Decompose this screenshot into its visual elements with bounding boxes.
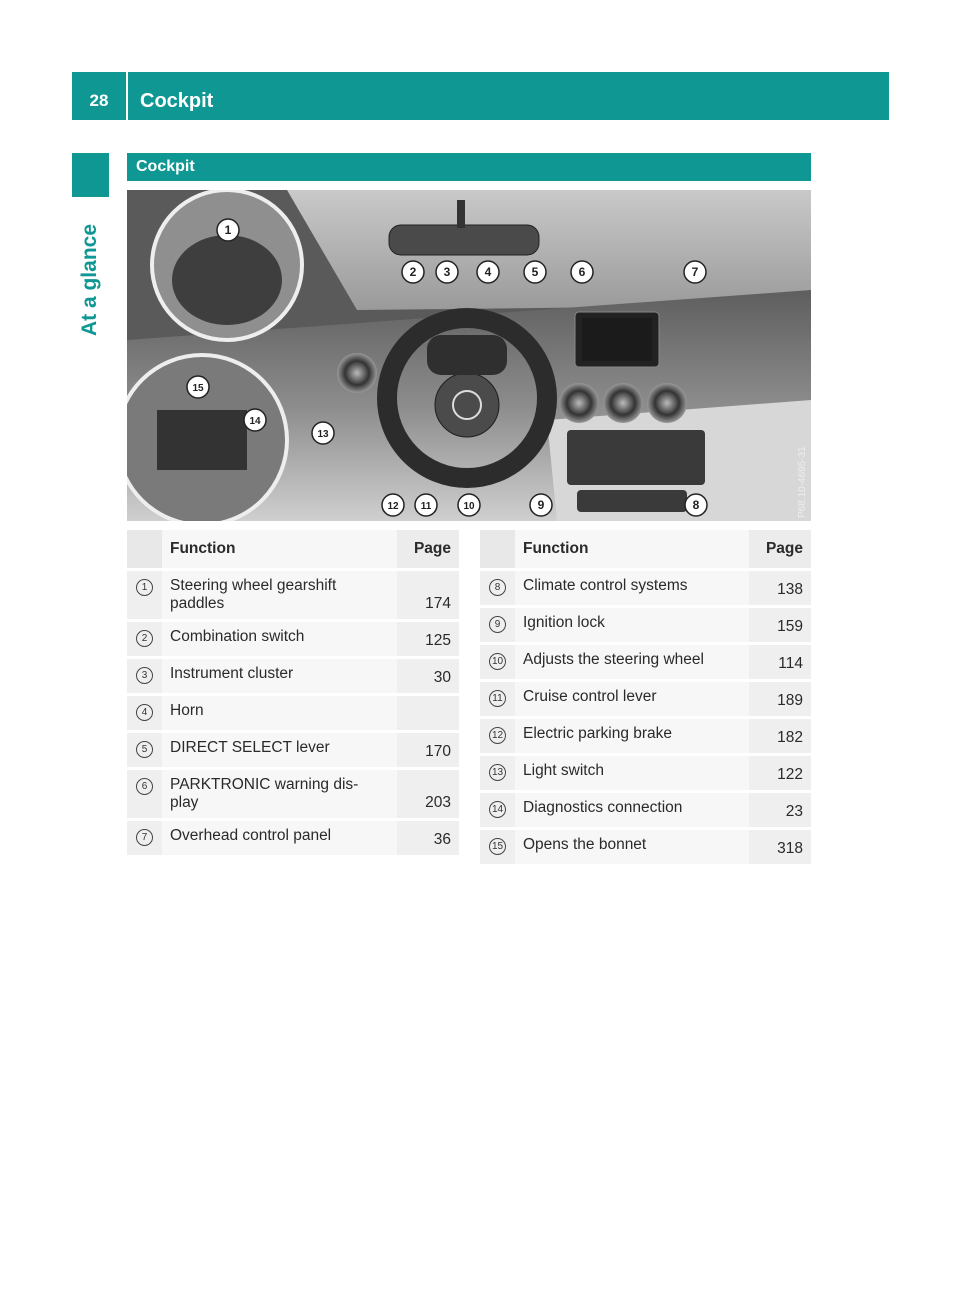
table-row [127, 820, 459, 856]
callout-number: 14 [489, 801, 506, 818]
svg-text:10: 10 [463, 501, 475, 512]
function-cell: Combination switch [162, 621, 397, 658]
table-row [127, 769, 459, 820]
table-row [480, 644, 811, 681]
header-divider [126, 72, 128, 120]
header-title: Cockpit [140, 90, 214, 112]
table-row [127, 695, 459, 732]
svg-text:2: 2 [409, 265, 417, 279]
function-cell: DIRECT SELECT lever [162, 732, 397, 769]
page-cell: 23 [749, 792, 811, 829]
function-cell: Opens the bonnet [515, 829, 749, 865]
svg-text:9: 9 [537, 498, 545, 512]
section-bar [127, 153, 811, 181]
svg-text:7: 7 [691, 265, 699, 279]
callout-number: 10 [489, 653, 506, 670]
svg-text:4: 4 [484, 265, 492, 279]
column-header-function: Function [162, 530, 397, 570]
function-cell: Light switch [515, 755, 749, 792]
table-row [480, 792, 811, 829]
function-cell: PARKTRONIC warning dis- play [162, 769, 397, 820]
page-cell: 203 [397, 769, 459, 820]
page-cell: 182 [749, 718, 811, 755]
page-cell: 125 [397, 621, 459, 658]
svg-text:5: 5 [531, 265, 539, 279]
callout-number: 2 [136, 630, 153, 647]
callout-number: 3 [136, 667, 153, 684]
page-cell: 36 [397, 820, 459, 856]
page-cell: 174 [397, 570, 459, 621]
callout-number: 13 [489, 764, 506, 781]
callout-number: 1 [136, 579, 153, 596]
svg-text:12: 12 [387, 501, 399, 512]
callout-number: 11 [489, 690, 506, 707]
table-row [480, 570, 811, 607]
column-header-function: Function [515, 530, 749, 570]
function-cell: Climate control systems [515, 570, 749, 607]
table-row [127, 570, 459, 621]
function-cell: Electric parking brake [515, 718, 749, 755]
page-cell: 318 [749, 829, 811, 865]
svg-text:14: 14 [249, 416, 261, 427]
svg-text:13: 13 [317, 429, 329, 440]
page-cell: 30 [397, 658, 459, 695]
callout-number: 5 [136, 741, 153, 758]
callout-number: 4 [136, 704, 153, 721]
svg-text:8: 8 [692, 498, 700, 512]
svg-text:6: 6 [578, 265, 586, 279]
table-row [480, 607, 811, 644]
side-tab-label: At a glance [78, 223, 101, 337]
svg-text:1: 1 [224, 223, 232, 237]
callout-number: 15 [489, 838, 506, 855]
section-title: Cockpit [136, 158, 195, 175]
figure-code: P68.10-4695-31 [797, 446, 808, 518]
page-cell: 114 [749, 644, 811, 681]
side-tab [72, 153, 109, 197]
callout-number: 8 [489, 579, 506, 596]
table-row [480, 829, 811, 865]
column-header-page: Page [749, 530, 811, 570]
page-cell: 170 [397, 732, 459, 769]
function-table-right [480, 530, 811, 864]
callout-number: 9 [489, 616, 506, 633]
table-row [127, 658, 459, 695]
page-number: 28 [89, 91, 109, 110]
page-cell: 122 [749, 755, 811, 792]
callout-number: 12 [489, 727, 506, 744]
column-header-page: Page [397, 530, 459, 570]
function-table-left [127, 530, 459, 855]
svg-text:15: 15 [192, 383, 204, 394]
function-cell: Instrument cluster [162, 658, 397, 695]
function-cell: Horn [162, 695, 397, 732]
function-cell: Ignition lock [515, 607, 749, 644]
page-cell: 189 [749, 681, 811, 718]
table-row [480, 755, 811, 792]
page-cell: 138 [749, 570, 811, 607]
table-row [127, 621, 459, 658]
table-row [127, 732, 459, 769]
cockpit-illustration [127, 190, 811, 521]
svg-text:11: 11 [420, 501, 432, 512]
page-cell [397, 695, 459, 732]
function-cell: Overhead control panel [162, 820, 397, 856]
table-row [480, 718, 811, 755]
callout-number: 7 [136, 829, 153, 846]
function-cell: Cruise control lever [515, 681, 749, 718]
function-cell: Diagnostics connection [515, 792, 749, 829]
page-cell: 159 [749, 607, 811, 644]
function-cell: Steering wheel gearshift paddles [162, 570, 397, 621]
svg-text:3: 3 [443, 265, 451, 279]
callout-number: 6 [136, 778, 153, 795]
table-row [480, 681, 811, 718]
function-cell: Adjusts the steering wheel [515, 644, 749, 681]
